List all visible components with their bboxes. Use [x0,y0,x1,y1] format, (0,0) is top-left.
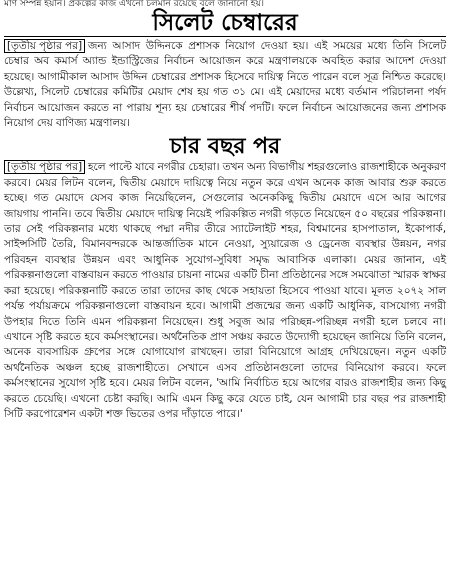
article-sylhet-chamber [4,9,446,131]
article-four-years-later [4,134,446,422]
headline-sylhet-chamber: সিলেট চেম্বারের [4,9,446,37]
continuation-ref: [তৃতীয় পৃষ্ঠার পর] [4,160,85,174]
headline-four-years-later: চার বছর পর [169,133,281,160]
continuation-ref: [তৃতীয় পৃষ্ঠার পর] [4,39,85,53]
article-body-rajshahi [4,160,446,422]
top-cut-text: র্মাণ সম্পন্ন হয়নি। প্রকল্পের কাজ এখনো চলমান রয়েছে বলে জানানো হয়। [4,0,264,9]
article-body-text: জন্য আসাদ উদ্দিনকে প্রশাসক নিয়োগ দেওয়া হয়। এই সময়ের মধ্যে তিনি সিলেট চেম্বার অব কমার্স অ্যান্ড ইন্ডাস্ট্রিজের নির্বাচন আয়োজন করে মন্ত্রণালয়কে অবহিত করার আদেশ দেওয়া হয়েছে। আগামীকাল আসাদ উদ্দিন চেম্বারের প্রশাসক হিসেবে দায়িত্ব নিতে পারেন বলে সূত্র নিশ্চিত করেছে। উল্লেখ্য, সিলেট চেম্বারের কমিটির মেয়াদ শেষ হয় গত ৩১ মে। এই মেয়াদের মধ্যে বর্তমান পরিচালনা পর্ষদ নির্বাচন আয়োজন করতে না পারায় শূন্য হয় চেম্বারের শীর্ষ পদটি। ফলে নির্বাচন আয়োজনের জন্য প্রশাসক নিয়োগ দেয় বাণিজ্য মন্ত্রণালয়। [4,40,446,130]
article-body-sylhet [4,39,446,131]
article-body-text: হলে পাল্টে যাবে নগরীর চেহারা। তখন অন্য বিভাগীয় শহরগুলোও রাজশাহীকে অনুকরণ করবে। মেয়র লিটন বলেন, দ্বিতীয় মেয়াদে দায়িত্বে নিয়ে নতুন করে এখন অনেক কাজ আবার শুরু করতে হচ্ছে। গত মেয়াদে যেসব কাজ নিয়েছিলেন, সেগুলোর অনেককিছু দ্বিতীয় মেয়াদে এসে আর আগের জায়গায় পাননি। তবে দ্বিতীয় মেয়াদে দায়িত্ব নিয়েই পরিকল্পিত নগরী গড়তে নিয়েছেন ৫০ বছরের পরিকল্পনা। তার সেই পরিকল্পনার মধ্যে থাকছে পদ্মা নদীর তীরে স্যাটেলাইট শহর, বিশ্বমানের হাসপাতাল, ইকোপার্ক, সাইন্সসিটি তৈরি, বিমানবন্দরকে আন্তর্জাতিক মানে নেওয়া, স্যুয়ারেজ ও ড্রেনেজ ব্যবস্থার উন্নয়ন, নগর পরিবহন ব্যবস্থার উন্নয়ন এবং আধুনিক সুযোগ-সুবিধা সমৃদ্ধ আবাসিক এলাকা। মেয়র জানান, এই পরিকল্পনাগুলো বাস্তবায়ন করতে পাওয়ার চায়না নামের একটি চীনা প্রতিষ্ঠানের সঙ্গে সমঝোতা স্মারক স্বাক্ষর করা হয়েছে। পরিকল্পনাটি করতে তারা তাদের কাছ থেকে সহায়তা হিসেবে পাওয়া যাবে। মূলত ২০৭২ সাল পর্যন্ত পর্যায়ক্রমে পরিকল্পনাগুলো বাস্তবায়ন হবে। আগামী প্রজন্মের জন্য একটি আধুনিক, বাসযোগ্য নগরী উপহার দিতে তিনি এমন পরিকল্পনা নিয়েছেন। শুধু সবুজ আর পরিচ্ছন্ন-পরিচ্ছন্ন নগরী হলে চলবে না। এখানে সৃষ্টি করতে হবে কর্মসংস্থানের। অর্থনৈতিক প্রাণ সঞ্চয় করতে উদ্যোগী হয়েছেন জানিয়ে তিনি বলেন, অনেক ব্যবসায়িক গ্রুপের সঙ্গে যোগাযোগ রাখছেন। তারা বিনিয়োগে আগ্রহ দেখিয়েছেন। নতুন একটি অর্থনৈতিক অঞ্চল হচ্ছে রাজশাহীতে। সেখানে এসব প্রতিষ্ঠানগুলো তাদের বিনিয়োগ করবে। ফলে কর্মসংস্থানের সুযোগ সৃষ্টি হবে। মেয়র লিটন বলেন, 'আমি নির্বাচিত হয়ে আগের বারও রাজশাহীর জন্য কিছু করতে চেয়েছি। এখনো চেষ্টা করছি। আমি এমন কিছু করে যেতে চাই, যেন আগামী চার বছর পর রাজশাহী সিটি করপোরেশন একটা শক্ত ভিতের ওপর দাঁড়াতে পারে।' [4,161,446,420]
